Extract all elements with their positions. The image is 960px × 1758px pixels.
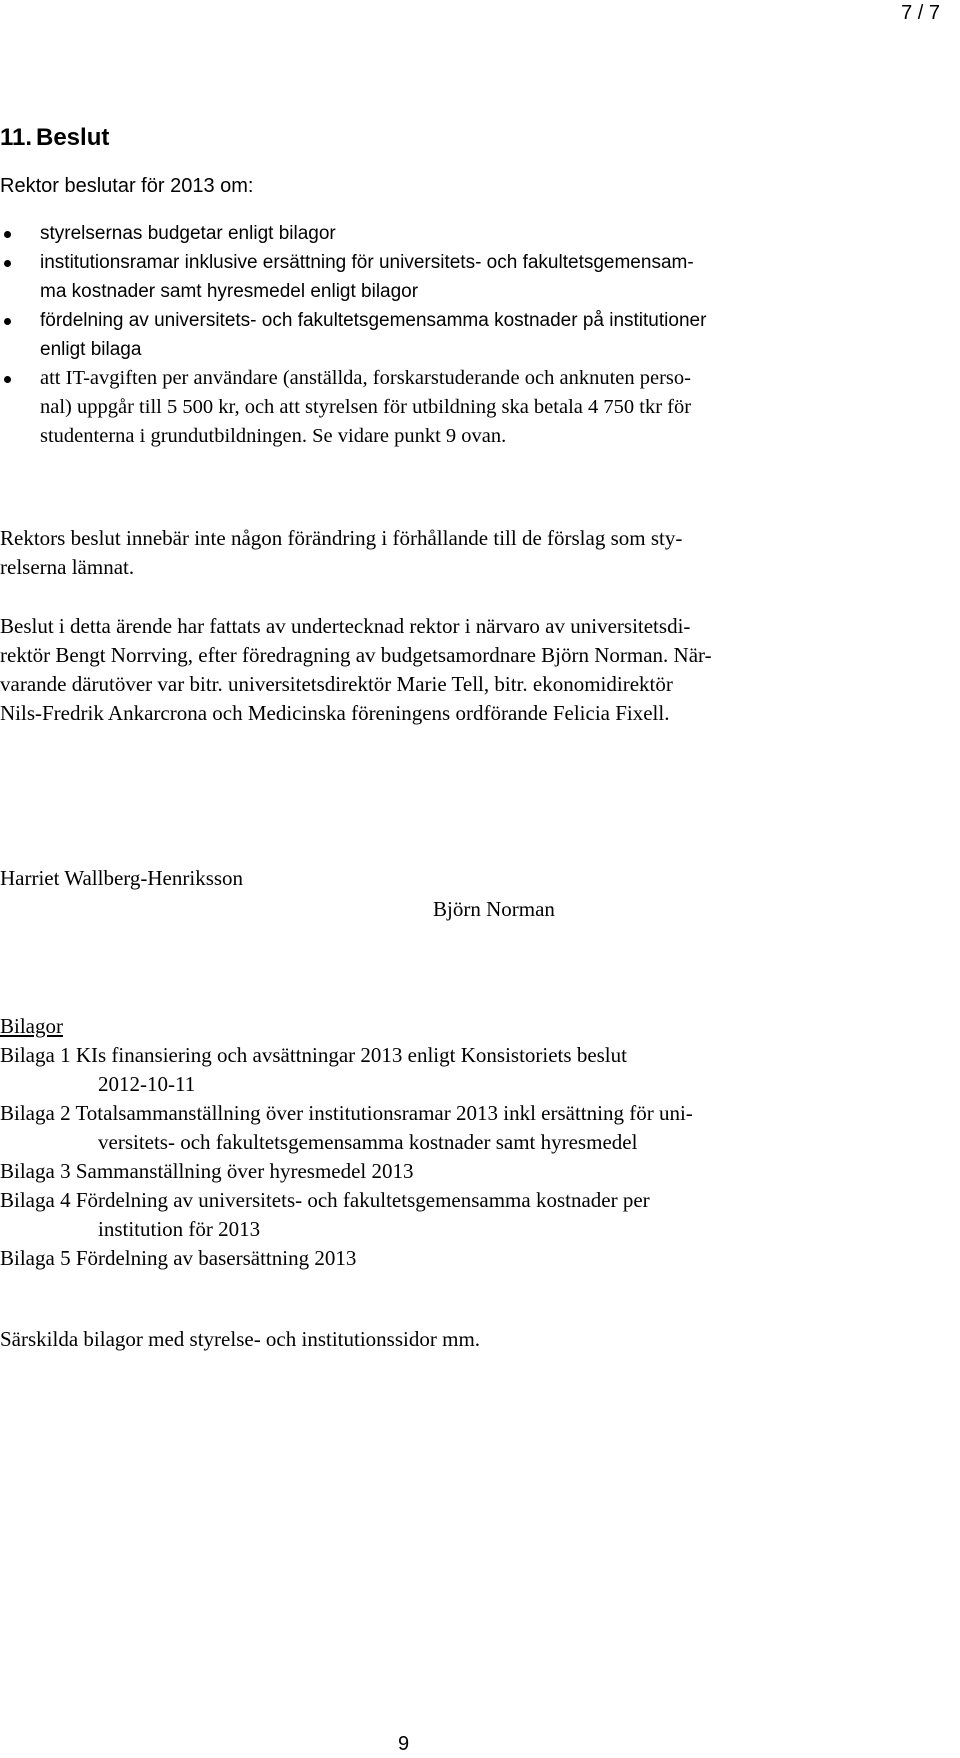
decision-item <box>0 248 905 306</box>
signature-rector: Harriet Wallberg-Henriksson <box>0 866 244 890</box>
section-number: 11. <box>0 124 33 151</box>
attachments-heading: Bilagor <box>0 1014 63 1038</box>
decision-line: enligt bilaga <box>40 339 142 360</box>
special-attachments-note: Särskilda bilagor med styrelse- och institutionssidor mm. <box>0 1327 481 1351</box>
paragraph-line: Nils-Fredrik Ankarcrona och Medicinska föreningens ordförande Felicia Fixell. <box>0 701 670 725</box>
section-title: Beslut <box>36 124 110 151</box>
attachment-line: Bilaga 1 KIs finansiering och avsättningar 2013 enligt Konsistoriets beslut <box>0 1043 627 1067</box>
attachment-item <box>0 1099 900 1157</box>
decision-item <box>0 306 905 364</box>
attachment-line: Bilaga 2 Totalsammanställning över institutionsramar 2013 inkl ersättning för uni- <box>0 1101 693 1125</box>
paragraph-line: varande därutöver var bitr. universitetsdirektör Marie Tell, bitr. ekonomidirektör <box>0 672 673 696</box>
attachment-line: Bilaga 3 Sammanställning över hyresmedel 2013 <box>0 1159 414 1183</box>
paragraph-no-change <box>0 524 900 582</box>
attachment-item <box>0 1244 900 1273</box>
decision-line: ma kostnader samt hyresmedel enligt bilagor <box>40 281 419 302</box>
attachments-section <box>0 1012 900 1273</box>
attachment-item <box>0 1157 900 1186</box>
paragraph-line: Rektors beslut innebär inte någon förändring i förhållande till de förslag som sty- <box>0 526 683 550</box>
signature-presenter: Björn Norman <box>433 897 555 921</box>
decision-line: styrelsernas budgetar enligt bilagor <box>40 223 336 244</box>
decision-line: fördelning av universitets- och fakultetsgemensamma kostnader på institutioner <box>40 310 707 331</box>
decision-line: institutionsramar inklusive ersättning för universitets- och fakultetsgemensam- <box>40 252 694 273</box>
attachment-line-continued: institution för 2013 <box>98 1217 261 1241</box>
page-indicator: 7 / 7 <box>901 2 940 24</box>
decision-list <box>0 219 905 451</box>
decision-line: att IT-avgiften per användare (anställda, forskarstuderande och anknuten perso- <box>40 367 691 389</box>
paragraph-decision-context <box>0 612 900 728</box>
decision-item <box>0 364 905 451</box>
decision-line: nal) uppgår till 5 500 kr, och att styrelsen för utbildning ska betala 4 750 tkr för <box>40 396 692 418</box>
attachment-item <box>0 1186 900 1244</box>
paragraph-line: relserna lämnat. <box>0 555 135 579</box>
decision-item <box>0 219 905 248</box>
attachment-line-continued: versitets- och fakultetsgemensamma kostnader samt hyresmedel <box>98 1130 638 1154</box>
attachment-line-continued: 2012-10-11 <box>98 1072 196 1096</box>
attachment-item <box>0 1041 900 1099</box>
intro-text: Rektor beslutar för 2013 om: <box>0 175 254 197</box>
attachment-line: Bilaga 4 Fördelning av universitets- och fakultetsgemensamma kostnader per <box>0 1188 650 1212</box>
page-number: 9 <box>398 1733 410 1755</box>
paragraph-line: rektör Bengt Norrving, efter föredragning av budgetsamordnare Björn Norman. När- <box>0 643 712 667</box>
paragraph-line: Beslut i detta ärende har fattats av undertecknad rektor i närvaro av universitetsdi- <box>0 614 691 638</box>
attachment-line: Bilaga 5 Fördelning av basersättning 2013 <box>0 1246 357 1270</box>
decision-line: studenterna i grundutbildningen. Se vidare punkt 9 ovan. <box>40 425 507 447</box>
section-heading <box>0 124 109 152</box>
